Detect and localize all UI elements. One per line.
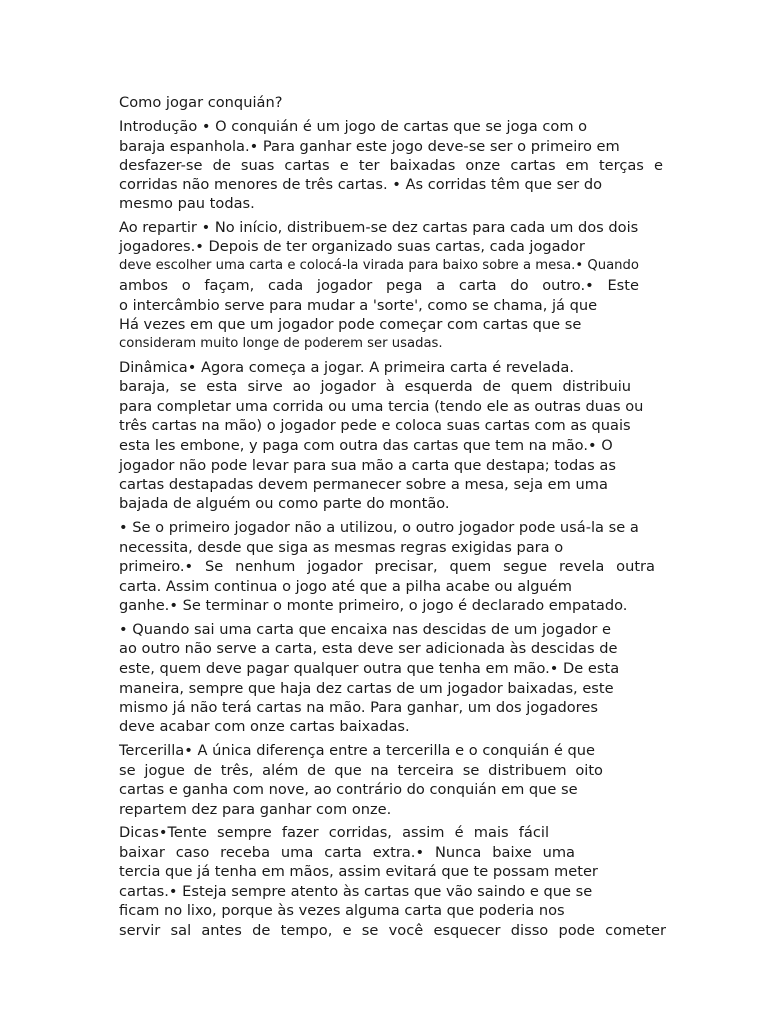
text-line: mismo já não terá cartas na mão. Para ganhar, um dos jogadores xyxy=(119,699,598,716)
text-line: ganhe.• Se terminar o monte primeiro, o jogo é declarado empatado. xyxy=(119,597,628,614)
text-line: o intercâmbio serve para mudar a 'sorte', como se chama, já que xyxy=(119,297,598,314)
text-line: desfazer-se de suas cartas e ter baixadas onze cartas em terças e xyxy=(119,157,663,174)
text-line: deve escolher uma carta e colocá-la virada para baixo sobre a mesa.• Quando xyxy=(119,258,639,273)
text-line: cartas.• Esteja sempre atento às cartas que vão saindo e que se xyxy=(119,883,593,900)
text-line: se jogue de três, além de que na terceira se distribuem oito xyxy=(119,762,603,779)
text-line: maneira, sempre que haja dez cartas de um jogador baixadas, este xyxy=(119,680,614,697)
text-line: para completar uma corrida ou uma tercia (tendo ele as outras duas ou xyxy=(119,398,644,415)
text-line: Dicas•Tente sempre fazer corridas, assim é mais fácil xyxy=(119,824,549,841)
text-line: baraja espanhola.• Para ganhar este jogo deve-se ser o primeiro em xyxy=(119,138,620,155)
text-line: ao outro não serve a carta, esta deve ser adicionada às descidas de xyxy=(119,640,618,657)
text-line: esta les embone, y paga com outra das cartas que tem na mão.• O xyxy=(119,437,613,454)
text-line: cartas destapadas devem permanecer sobre a mesa, seja em uma xyxy=(119,476,608,493)
text-line: bajada de alguém ou como parte do montão. xyxy=(119,495,450,512)
text-line: corridas não menores de três cartas. • As corridas têm que ser do xyxy=(119,176,603,193)
text-line: jogador não pode levar para sua mão a carta que destapa; todas as xyxy=(119,457,616,474)
text-line: repartem dez para ganhar com onze. xyxy=(119,801,392,818)
text-line: jogadores.• Depois de ter organizado suas cartas, cada jogador xyxy=(119,238,585,255)
text-line: mesmo pau todas. xyxy=(119,195,255,212)
text-line: consideram muito longe de poderem ser usadas. xyxy=(119,336,443,351)
text-line: este, quem deve pagar qualquer outra que tenha em mão.• De esta xyxy=(119,660,620,677)
text-line: três cartas na mão) o jogador pede e coloca suas cartas com as quais xyxy=(119,417,631,434)
text-line: ambos o façam, cada jogador pega a carta do outro.• Este xyxy=(119,277,639,294)
text-line: primeiro.• Se nenhum jogador precisar, quem segue revela outra xyxy=(119,558,655,575)
text-line: ficam no lixo, porque às vezes alguma carta que poderia nos xyxy=(119,902,565,919)
text-line: baixar caso receba uma carta extra.• Nunca baixe uma xyxy=(119,844,575,861)
text-line: Dinâmica• Agora começa a jogar. A primeira carta é revelada. xyxy=(119,359,574,376)
text-line: Introdução • O conquián é um jogo de cartas que se joga com o xyxy=(119,118,588,135)
text-line: • Quando sai uma carta que encaixa nas descidas de um jogador e xyxy=(119,621,611,638)
text-line: Tercerilla• A única diferença entre a tercerilla e o conquián é que xyxy=(119,742,596,759)
text-line: • Se o primeiro jogador não a utilizou, o outro jogador pode usá-la se a xyxy=(119,519,639,536)
text-line: tercia que já tenha em mãos, assim evitará que te possam meter xyxy=(119,863,598,880)
text-line: servir sal antes de tempo, e se você esquecer disso pode cometer xyxy=(119,922,666,939)
text-line: cartas e ganha com nove, ao contrário do conquián em que se xyxy=(119,781,578,798)
text-line: deve acabar com onze cartas baixadas. xyxy=(119,718,410,735)
text-line: baraja, se esta sirve ao jogador à esquerda de quem distribuiu xyxy=(119,378,631,395)
text-line: carta. Assim continua o jogo até que a pilha acabe ou alguém xyxy=(119,578,572,595)
document-title: Como jogar conquián? xyxy=(119,94,283,111)
text-line: necessita, desde que siga as mesmas regras exigidas para o xyxy=(119,539,564,556)
text-line: Ao repartir • No início, distribuem-se dez cartas para cada um dos dois xyxy=(119,219,639,236)
text-line: Há vezes em que um jogador pode começar com cartas que se xyxy=(119,316,582,333)
